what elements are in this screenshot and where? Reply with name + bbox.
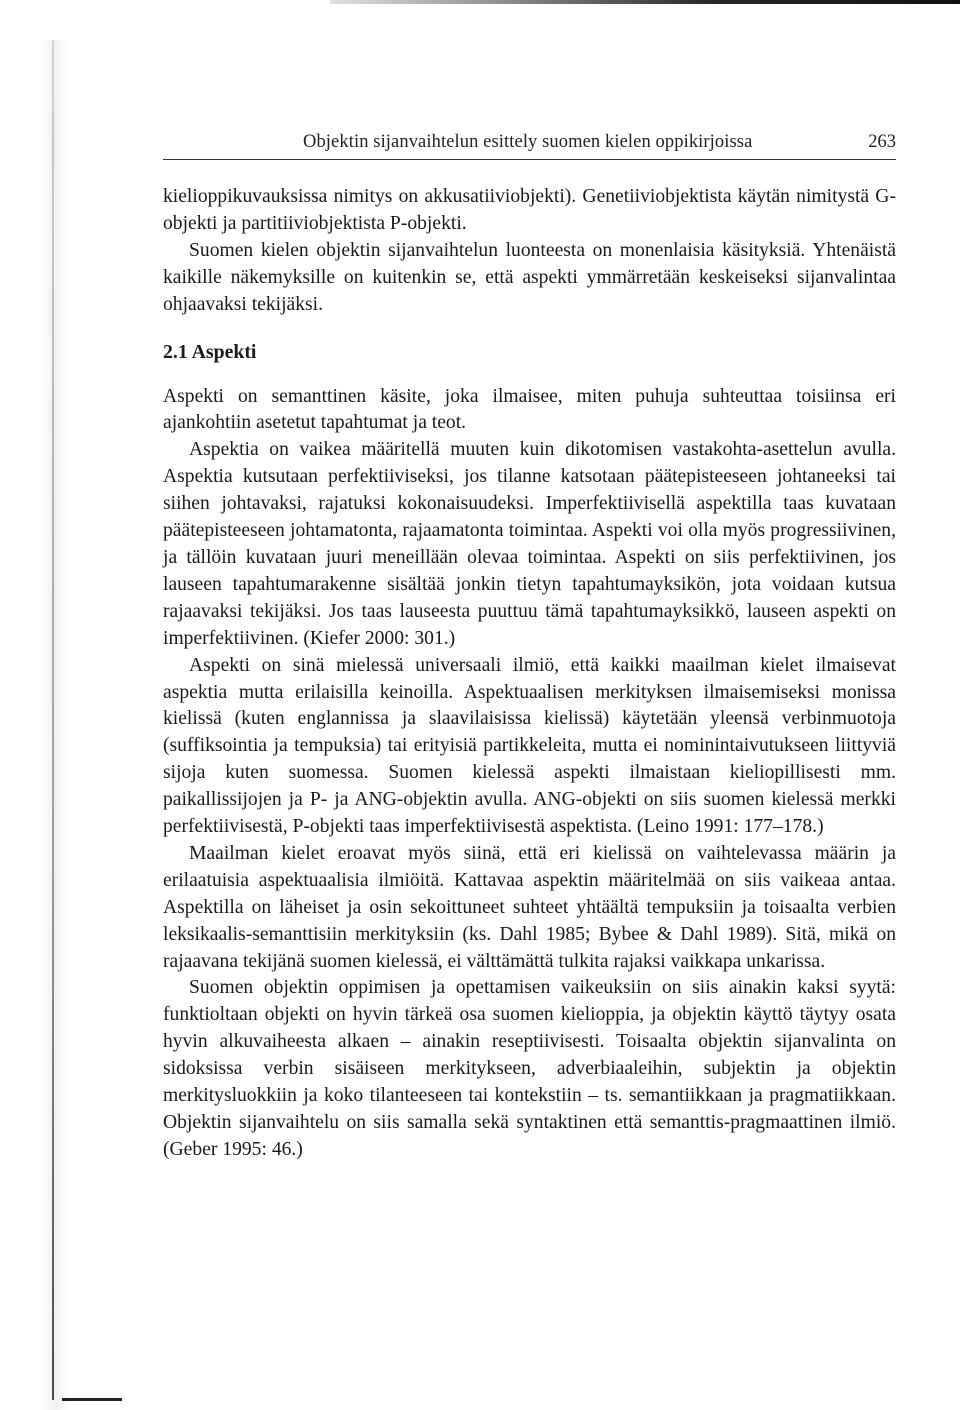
running-title: Objektin sijanvaihtelun esittely suomen kielen oppikirjoissa — [303, 132, 753, 152]
paragraph: kielioppikuvauksissa nimitys on akkusatiiviobjekti). Genetiiviobjektista käytän nimitystä G-objekti ja partitiiviobjektista P-objekti. — [163, 186, 896, 234]
paragraph: Aspekti on semanttinen käsite, joka ilmaisee, miten puhuja suhteuttaa toisiinsa eri ajankohtiin asetetut tapahtumat ja teot. — [163, 385, 896, 434]
running-head — [163, 132, 896, 160]
paragraph: Maailman kielet eroavat myös siinä, että eri kielissä on vaihtelevassa määrin ja erilaatuisia aspektuaalisia ilmiöitä. Kattavaa aspektin määritelmää on siis vaikeaa antaa. Aspektilla on läheiset ja osin sekoittuneet suhteet yhtäältä tempuksiin ja toisaalta verbien leksikaalis-semanttisiin merkityksiin (ks. Dahl 1985; Bybee & Dahl 1989). Sitä, mikä on rajaavana tekijänä suomen kielessä, ei välttämättä tulkita rajaksi vaikkapa unkarissa. — [163, 842, 896, 972]
section-heading: 2.1 Aspekti — [163, 340, 257, 363]
paragraph: Suomen kielen objektin sijanvaihtelun luonteesta on monenlaisia käsityksiä. Yhtenäistä kaikille näkemyksille on kuitenkin se, että aspekti ymmärretään keskeiseksi sijanvalintaa ohjaavaksi tekijäksi. — [163, 239, 896, 315]
scan-bottom-mark — [62, 1398, 122, 1401]
scan-page-edge — [52, 40, 54, 1400]
body-text — [163, 184, 896, 1164]
page-number: 263 — [868, 132, 896, 152]
document-page — [163, 132, 896, 1164]
paragraph: Aspektia on vaikea määritellä muuten kuin dikotomisen vastakohta-asettelun avulla. Aspektia kutsutaan perfektiiviseksi, jos tilanne katsotaan päätepisteeseen johtaneeksi tai siihen johtavaksi, rajatuksi kokonaisuudeksi. Imperfektiivisellä aspektilla taas kuvataan päätepisteeseen johtamatonta, rajaamatonta toimintaa. Aspekti voi olla myös progressiivinen, ja tällöin kuvataan juuri meneillään olevaa toimintaa. Aspekti on siis perfektiivinen, jos lauseen tapahtumarakenne sisältää jonkin tietyn tapahtumayksikön, jota voidaan kutsua rajaavaksi tekijäksi. Jos taas lauseesta puuttuu tämä tapahtumayksikkö, lauseen aspekti on imperfektiivinen. (Kiefer 2000: 301.) — [163, 439, 896, 649]
paragraph: Aspekti on sinä mielessä universaali ilmiö, että kaikki maailman kielet ilmaisevat aspektia mutta erilaisilla keinoilla. Aspektuaalisen merkityksen ilmaisemiseksi monissa kielissä (kuten englannissa ja slaavilaisissa kielissä) käytetään yleensä verbinmuotoja (suffiksointia ja tempuksia) tai erityisiä partikkeleita, mutta ei nominintaivutukseen liittyviä sijoja kuten suomessa. Suomen kielessä aspekti ilmaistaan kieliopillisesti mm. paikallissijojen ja P- ja ANG-objektin avulla. ANG-objekti on siis suomen kielessä merkki perfektiivisestä, P-objekti taas imperfektiivisestä aspektista. (Leino 1991: 177–178.) — [163, 654, 896, 838]
scan-top-edge — [330, 0, 960, 4]
paragraph: Suomen objektin oppimisen ja opettamisen vaikeuksiin on siis ainakin kaksi syytä: funktioltaan objekti on hyvin tärkeä osa suomen kielioppia, ja objektin käyttö täytyy osata hyvin alkuvaiheesta alkaen – ainakin reseptiivisesti. Toisaalta objektin sijanvalinta on sidoksissa verbin sisäiseen merkitykseen, adverbiaaleihin, subjektin ja objektin merkitysluokkiin ja koko tilanteeseen tai kontekstiin – ts. semantiikkaan ja pragmatiikkaan. Objektin sijanvaihtelu on siis samalla sekä syntaktinen että semanttis-pragmaattinen ilmiö. (Geber 1995: 46.) — [163, 977, 896, 1160]
